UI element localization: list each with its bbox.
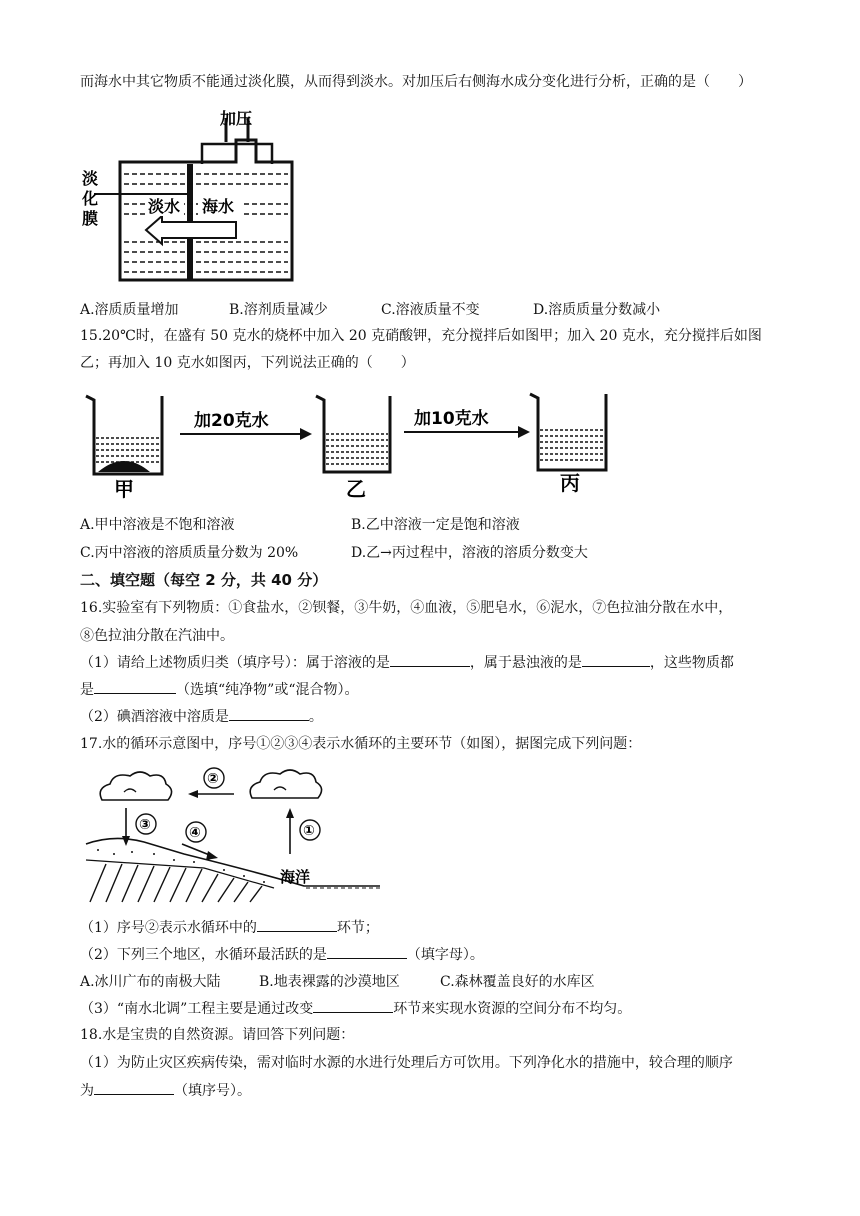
q17-part-1 <box>80 917 379 938</box>
q16-blank-solute[interactable] <box>229 706 309 721</box>
q16-blank-mixture[interactable] <box>94 679 176 694</box>
q17-blank-region[interactable] <box>327 944 407 959</box>
q14-option-b: B.溶剂质量减少 <box>229 302 328 318</box>
q16-blank-solution[interactable] <box>390 652 470 667</box>
q17-part-3 <box>80 998 631 1019</box>
label-membrane-3: 膜 <box>82 209 99 228</box>
label-pressure: 加压 <box>220 109 253 128</box>
q16-blank-suspension[interactable] <box>582 652 650 667</box>
q14-stem: 而海水中其它物质不能通过淡化膜，从而得到淡水。对加压后右侧海水成分变化进行分析，正确的是（ ） <box>80 74 752 90</box>
q14-option-a: A.溶质质量增加 <box>80 302 179 318</box>
q16-p2-text-a: （2）碘酒溶液中溶质是 <box>80 709 229 725</box>
q17-p1-text-b: 环节； <box>336 920 379 936</box>
q16-p1-text-b: ，属于悬浊液的是 <box>469 655 582 671</box>
label-circle-2: ② <box>207 771 219 787</box>
q16-p1-text-a: （1）请给上述物质归类（填序号）：属于溶液的是 <box>80 655 390 671</box>
q15-option-a: A.甲中溶液是不饱和溶液 <box>80 517 235 533</box>
q18-p1-text-c: （填序号）。 <box>174 1083 251 1099</box>
q17-p2-text-a: （2）下列三个地区，水循环最活跃的是 <box>80 947 327 963</box>
q16-p1-text-e: （选填“纯净物”或“混合物）。 <box>176 682 359 698</box>
q17-p1-text-a: （1）序号②表示水循环中的 <box>80 920 257 936</box>
q16-part-2 <box>80 706 323 727</box>
label-membrane-1: 淡 <box>82 169 99 188</box>
q18-part-1-line-1: （1）为防止灾区疾病传染，需对临时水源的水进行处理后方可饮用。下列净化水的措施中，较合理的顺序 <box>80 1055 733 1071</box>
label-membrane-2: 化 <box>82 189 99 208</box>
label-beaker-bing: 丙 <box>560 471 580 495</box>
q15-stem-2: 乙；再加入 10 克水如图丙，下列说法正确的（ ） <box>80 355 415 371</box>
q16-p2-text-b: 。 <box>308 709 323 725</box>
label-add-10g: 加10克水 <box>414 409 489 429</box>
q17-option-a: A.冰川广布的南极大陆 <box>80 974 221 990</box>
label-ocean: 海洋 <box>280 868 311 886</box>
q17-part-2 <box>80 944 484 965</box>
q17-p3-text-b: 环节来实现水资源的空间分布不均匀。 <box>393 1001 632 1017</box>
q16-part-1-line-1 <box>80 652 734 673</box>
q15-option-c: C.丙中溶液的溶质质量分数为 20% <box>80 545 299 561</box>
q17-stem: 17.水的循环示意图中，序号①②③④表示水循环的主要环节（如图），据图完成下列问题： <box>80 736 642 752</box>
q17-blank-link[interactable] <box>257 917 337 932</box>
q18-p1-text-b: 为 <box>80 1083 94 1099</box>
label-beaker-jia: 甲 <box>114 477 134 500</box>
q17-blank-cycle-link[interactable] <box>313 998 393 1013</box>
q14-option-c: C.溶液质量不变 <box>381 302 480 318</box>
q17-option-b: B.地表裸露的沙漠地区 <box>259 974 400 990</box>
q18-stem: 18.水是宝贵的自然资源。请回答下列问题： <box>80 1027 355 1043</box>
q18-blank-order[interactable] <box>94 1080 174 1095</box>
q16-p1-text-c: ，这些物质都 <box>649 655 734 671</box>
q18-part-1-line-2 <box>80 1080 251 1101</box>
label-circle-1: ① <box>303 823 315 839</box>
section-title: 二、填空题（每空 2 分，共 40 分） <box>80 571 328 589</box>
water-cycle-figure <box>84 764 384 904</box>
q16-stem-1: 16.实验室有下列物质：①食盐水，②钡餐，③牛奶，④血液，⑤肥皂水，⑥泥水，⑦色拉油分散在水中， <box>80 600 733 616</box>
q17-p3-text-a: （3）“南水北调”工程主要是通过改变 <box>80 1001 314 1017</box>
q17-p2-text-b: （填字母）。 <box>406 947 484 963</box>
q16-p1-text-d: 是 <box>80 682 94 698</box>
q14-option-d: D.溶质质量分数减小 <box>533 302 661 318</box>
q16-part-1-line-2 <box>80 679 358 700</box>
label-add-20g: 加20克水 <box>194 411 269 431</box>
q17-option-c: C.森林覆盖良好的水库区 <box>440 974 595 990</box>
q16-stem-2: ⑧色拉油分散在汽油中。 <box>80 628 234 644</box>
label-sea-water: 海水 <box>202 197 235 216</box>
label-circle-3: ③ <box>139 817 151 833</box>
beaker-figure <box>84 388 624 500</box>
label-beaker-yi: 乙 <box>346 477 366 500</box>
q15-option-b: B.乙中溶液一定是饱和溶液 <box>351 517 520 533</box>
q15-stem-1: 15.20℃时，在盛有 50 克水的烧杯中加入 20 克硝酸钾，充分搅拌后如图甲；加入 20 克水，充分搅拌后如图 <box>80 328 762 344</box>
desalination-figure <box>80 104 300 288</box>
label-fresh-water: 淡水 <box>148 197 181 216</box>
q15-option-d: D.乙→丙过程中，溶液的溶质分数变大 <box>351 545 588 561</box>
label-circle-4: ④ <box>189 825 201 841</box>
